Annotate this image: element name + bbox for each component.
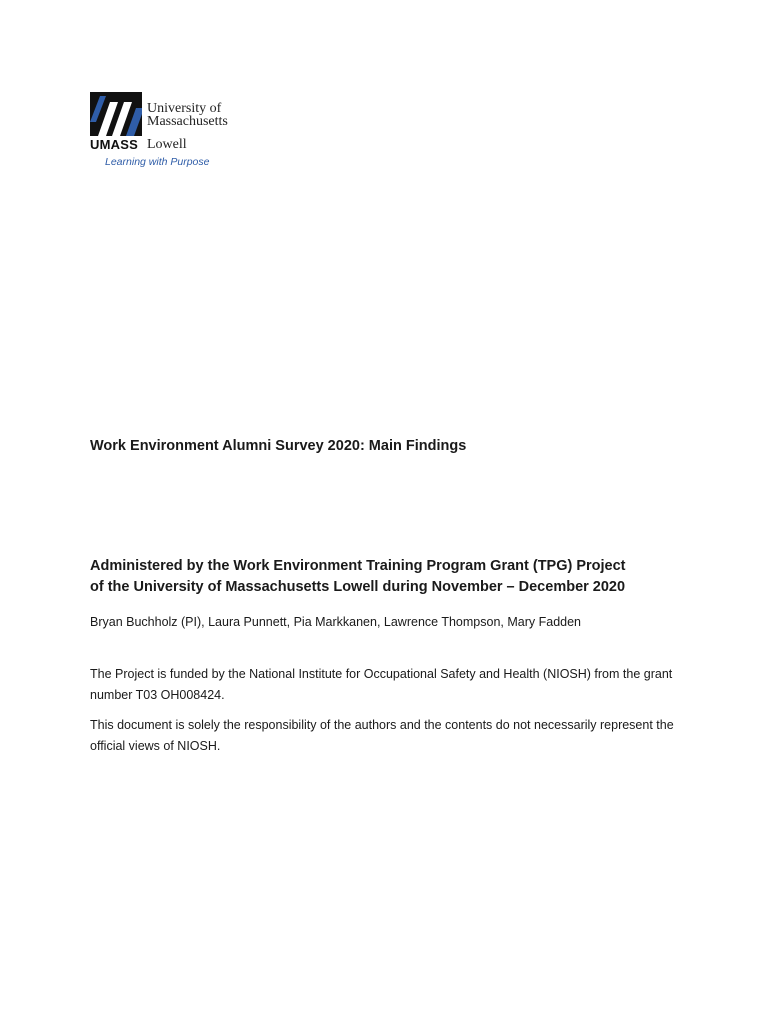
disclaimer-statement: This document is solely the responsibility of the authors and the contents do not necessarily represent the official views of NIOSH. bbox=[90, 718, 674, 753]
logo-university-line2: Massachusetts bbox=[147, 114, 228, 129]
administered-by-heading bbox=[90, 556, 710, 598]
logo-wordmark: UMASS bbox=[90, 137, 138, 152]
umass-logo-mark-icon bbox=[90, 92, 142, 136]
authors-list: Bryan Buchholz (PI), Laura Punnett, Pia Markkanen, Lawrence Thompson, Mary Fadden bbox=[90, 615, 581, 629]
umass-lowell-logo bbox=[90, 92, 240, 172]
logo-university-line1: University of bbox=[147, 101, 222, 116]
administered-line-2: of the University of Massachusetts Lowell during November – December 2020 bbox=[90, 579, 626, 595]
document-title: Work Environment Alumni Survey 2020: Main Findings bbox=[90, 438, 467, 454]
logo-university-name bbox=[147, 102, 247, 128]
administered-line-1: Administered by the Work Environment Training Program Grant (TPG) Project bbox=[90, 558, 626, 574]
logo-tagline: Learning with Purpose bbox=[105, 156, 210, 168]
funding-statement: The Project is funded by the National Institute for Occupational Safety and Health (NIOSH) from the grant number T03 OH008424. bbox=[90, 667, 673, 702]
logo-campus: Lowell bbox=[147, 137, 187, 152]
